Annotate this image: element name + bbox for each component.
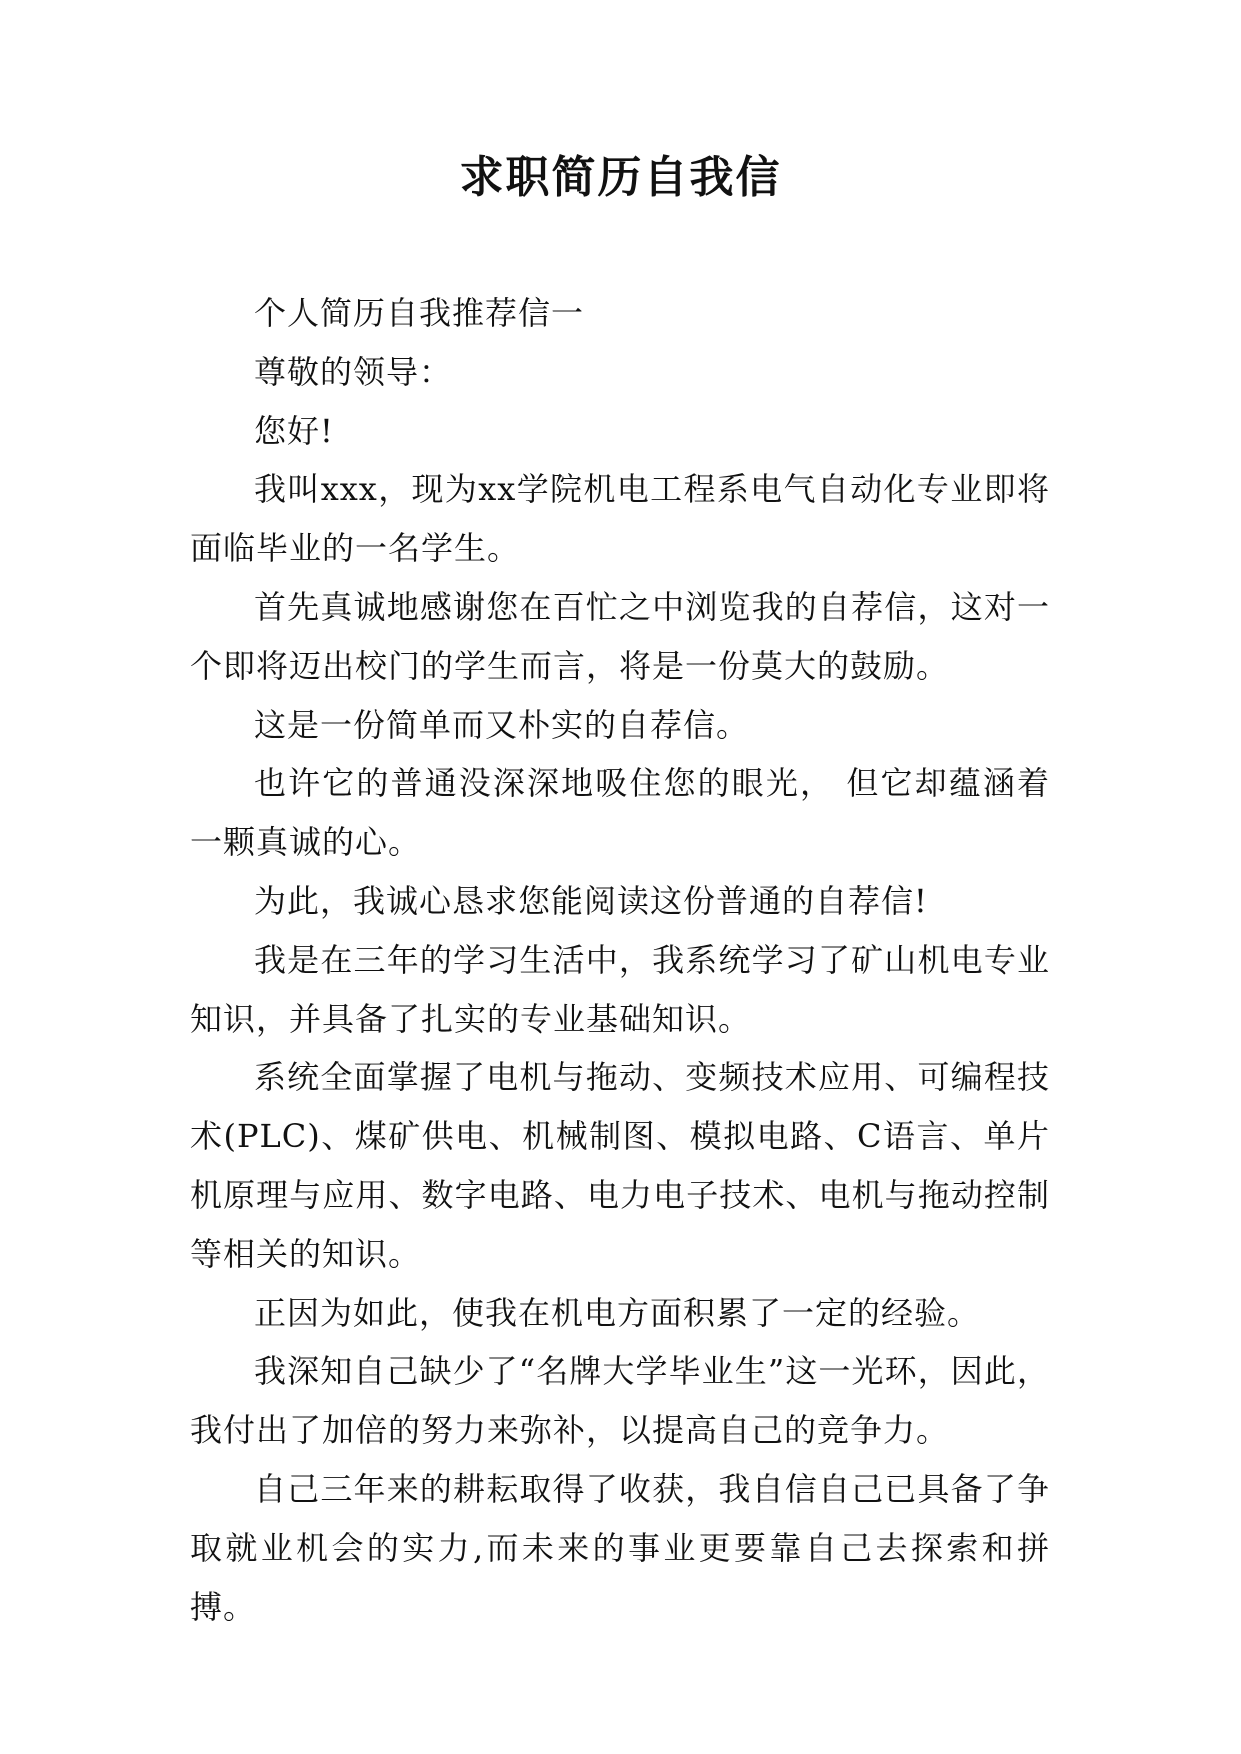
paragraph: 我是在三年的学习生活中，我系统学习了矿山机电专业知识，并具备了扎实的专业基础知识。: [190, 940, 1050, 1038]
paragraph: 为此，我诚心恳求您能阅读这份普通的自荐信!: [254, 881, 928, 920]
paragraph: 我深知自己缺少了“名牌大学毕业生”这一光环，因此，我付出了加倍的努力来弥补，以提高自己的竞争力。: [190, 1352, 1050, 1450]
paragraph: 我叫xxx，现为xx学院机电工程系电气自动化专业即将面临毕业的一名学生。: [190, 470, 1050, 568]
paragraph: 这是一份简单而又朴实的自荐信。: [254, 705, 750, 744]
document-body: [190, 284, 1050, 1636]
paragraph: 首先真诚地感谢您在百忙之中浏览我的自荐信，这对一个即将迈出校门的学生而言，将是一份莫大的鼓励。: [190, 587, 1050, 685]
paragraph-greeting: 您好!: [254, 411, 334, 450]
paragraph: 自己三年来的耕耘取得了收获，我自信自己已具备了争取就业机会的实力,而未来的事业更要靠自己去探索和拼搏。: [190, 1469, 1050, 1626]
document-title: 求职简历自我信: [459, 152, 782, 203]
paragraph: 也许它的普通没深深地吸住您的眼光， 但它却蕴涵着一颗真诚的心。: [190, 764, 1050, 862]
paragraph: 正因为如此，使我在机电方面积累了一定的经验。: [254, 1293, 981, 1332]
paragraph-salutation: 尊敬的领导：: [254, 352, 453, 391]
paragraph: 系统全面掌握了电机与拖动、变频技术应用、可编程技术(PLC)、煤矿供电、机械制图、模拟电路、C语言、单片机原理与应用、数字电路、电力电子技术、电机与拖动控制等相关的知识。: [190, 1058, 1050, 1273]
paragraph-heading: 个人简历自我推荐信一: [254, 294, 585, 332]
